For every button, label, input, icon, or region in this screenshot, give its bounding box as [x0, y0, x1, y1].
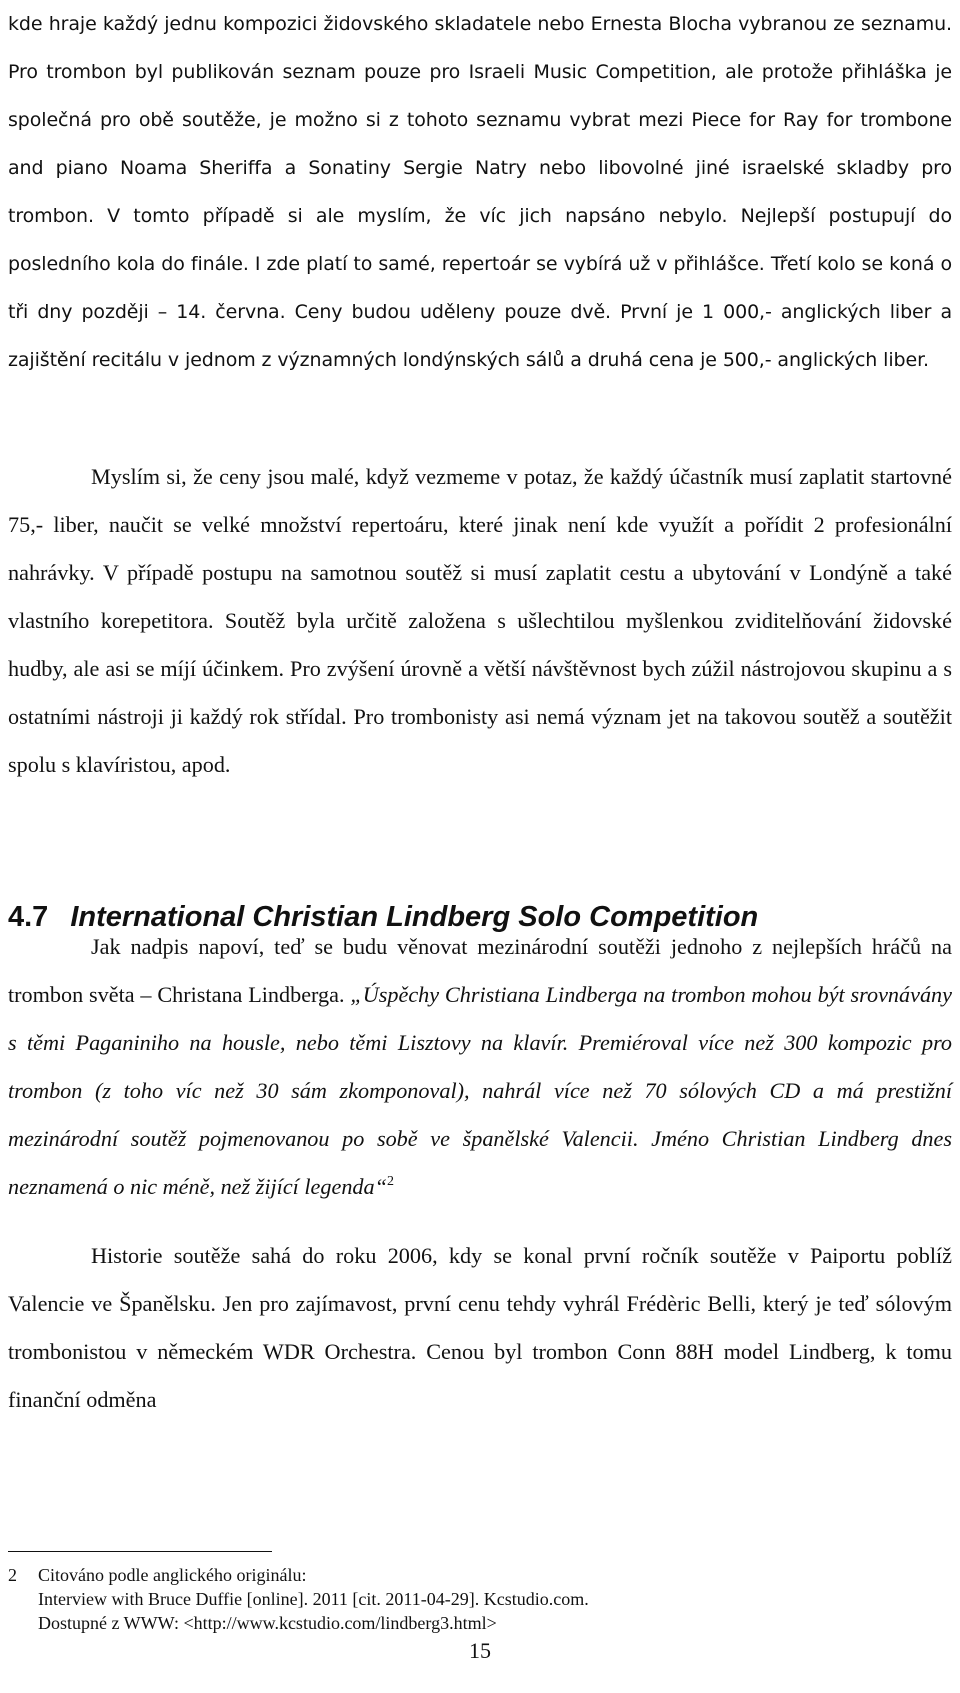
footnote-reference[interactable]: 2	[386, 1174, 394, 1189]
footnote-number: 2	[8, 1565, 17, 1585]
footnote-line-2: Interview with Bruce Duffie [online]. 2011 [cit. 2011-04-29]. Kcstudio.com.	[38, 1589, 589, 1609]
footnote-body	[38, 1563, 952, 1635]
footnote-separator	[8, 1551, 272, 1552]
lindberg-quote: „Úspěchy Christiana Lindberga na trombon mohou být srovnávány s těmi Paganiniho na housle, nebo těmi Lisztovy na klavír. Premiéroval více než 300 kompozic pro trombon (z toho víc než 30 sám zkomponoval), nahrál více než 70 sólových CD a má prestižní mezinárodní soutěž pojmenovanou po sobě ve španělské Valencii. Jméno Christian Lindberg dnes neznamená o nic méně, než žijící legenda“	[8, 982, 952, 1199]
footnote-source-url[interactable]: Dostupné z WWW: <http://www.kcstudio.com/lindberg3.html>	[38, 1613, 497, 1633]
intro-text: Jak nadpis napoví, teď se budu věnovat mezinárodní soutěži jednoho z nejlepších hráčů na trombon světa – Christana Lindberga.	[8, 934, 952, 1007]
footnote	[8, 1563, 952, 1635]
paragraph-lindberg-intro	[8, 923, 952, 1211]
document-page	[8, 0, 952, 1693]
paragraph-prize-opinion: Myslím si, že ceny jsou malé, když vezmeme v potaz, že každý účastník musí zaplatit startovné 75,- liber, naučit se velké množství repertoáru, které jinak není kde využít a pořídit 2 profesionální nahrávky. V případě postupu na samotnou soutěž si musí zaplatit cestu a ubytování v Londýně a také vlastního korepetitora. Soutěž byla určitě založena s ušlechtilou myšlenkou zviditelňování židovské hudby, ale asi se míjí účinkem. Pro zvýšení úrovně a větší návštěvnost bych zúžil nástrojovou skupinu a s ostatními nástroji ji každý rok střídal. Pro trombonisty asi nemá význam jet na takovou soutěž a soutěžit spolu s klavíristou, apod.	[8, 464, 952, 777]
page-number: 15	[469, 1638, 491, 1663]
footnote-line-1: Citováno podle anglického originálu:	[38, 1565, 307, 1585]
section-title: International Christian Lindberg Solo Competition	[70, 901, 759, 933]
section-number: 4.7	[8, 901, 49, 933]
paragraph-competition-rounds: kde hraje každý jednu kompozici židovského skladatele nebo Ernesta Blocha vybranou ze seznamu. Pro trombon byl publikován seznam pouze pro Israeli Music Competition, ale protože přihláška je společná pro obě soutěže, je možno si z tohoto seznamu vybrat mezi Piece for Ray for trombone and piano Noama Sheriffa a Sonatiny Sergie Natry nebo libovolné jiné israelské skladby pro trombon. V tomto případě si ale myslím, že víc jich napsáno nebylo. Nejlepší postupují do posledního kola do finále. I zde platí to samé, repertoár se vybírá už v přihlášce. Třetí kolo se koná o tři dny později – 14. června. Ceny budou uděleny pouze dvě. První je 1 000,- anglických liber a zajištění recitálu v jednom z významných londýnských sálů a druhá cena je 500,- anglických liber.	[8, 13, 952, 371]
paragraph-competition-history: Historie soutěže sahá do roku 2006, kdy se konal první ročník soutěže v Paiportu poblíž Valencie ve Španělsku. Jen pro zajímavost, první cenu tehdy vyhrál Frédèric Belli, který je teď sólovým trombonistou v německém WDR Orchestra. Cenou byl trombon Conn 88H model Lindberg, k tomu finanční odměna	[8, 1243, 952, 1412]
